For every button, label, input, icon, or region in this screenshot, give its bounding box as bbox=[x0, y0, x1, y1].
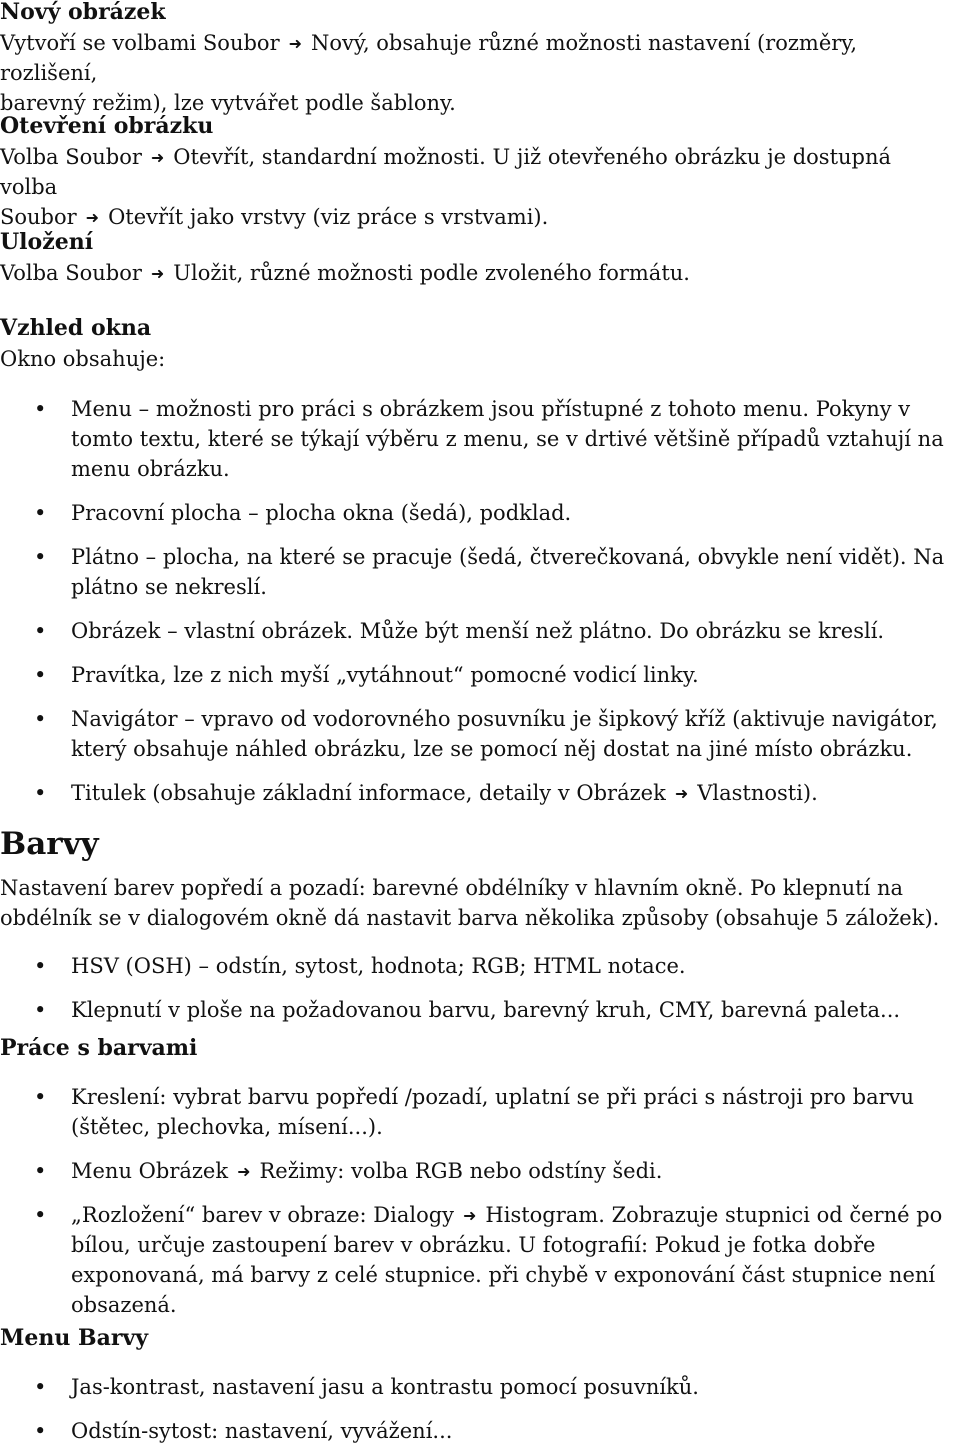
section-paragraph bbox=[0, 258, 950, 288]
section-barvy bbox=[0, 826, 950, 1039]
list-item-text: Klepnutí v ploše na požadovanou barvu, barevný kruh, CMY, barevná paleta... bbox=[71, 998, 901, 1023]
list-item bbox=[0, 995, 950, 1025]
text: Uložit, různé možnosti podle zvoleného formátu. bbox=[173, 260, 690, 285]
list-item bbox=[0, 704, 950, 764]
list-item-text: Kreslení: vybrat barvu popředí /pozadí, uplatní se při práci s nástroji pro barvu (štětec, plechovka, mísení...). bbox=[71, 1084, 915, 1139]
text: Otevřít, standardní možnosti. U již otevřeného obrázku je dostupná volba bbox=[0, 144, 892, 199]
list-item-text: Titulek (obsahuje základní informace, detaily v Obrázek bbox=[71, 780, 666, 805]
arrow-right-icon: ➜ bbox=[85, 207, 100, 227]
bullet-icon: • bbox=[34, 954, 47, 979]
vzhled-okna-list bbox=[0, 394, 950, 808]
list-item bbox=[0, 394, 950, 484]
list-item-text: Vlastnosti). bbox=[697, 780, 818, 805]
arrow-right-icon: ➜ bbox=[463, 1205, 477, 1225]
text: Volba Soubor bbox=[0, 260, 142, 285]
list-item bbox=[0, 1200, 950, 1320]
bullet-icon: • bbox=[34, 662, 47, 687]
arrow-right-icon: ➜ bbox=[237, 1161, 251, 1181]
list-item bbox=[0, 1156, 950, 1186]
list-item bbox=[0, 660, 950, 690]
section-novy-obrazek bbox=[0, 0, 950, 118]
list-item-text: Obrázek – vlastní obrázek. Může být menší než plátno. Do obrázku se kreslí. bbox=[71, 618, 885, 643]
text: barevný režim), lze vytvářet podle šablony. bbox=[0, 90, 456, 115]
bullet-icon: • bbox=[34, 396, 47, 421]
list-item-text: Navigátor – vpravo od vodorovného posuvníku je šipkový kříž (aktivuje navigátor, který obsahuje náhled obrázku, lze se pomocí něj dostat na jiné místo obrázku. bbox=[71, 706, 938, 761]
list-item bbox=[0, 498, 950, 528]
text: Nový, obsahuje různé možnosti nastavení (rozměry, rozlišení, bbox=[0, 30, 858, 85]
arrow-right-icon: ➜ bbox=[674, 783, 689, 803]
bullet-icon: • bbox=[34, 1418, 47, 1443]
list-item bbox=[0, 951, 950, 981]
bullet-icon: • bbox=[34, 780, 47, 805]
list-item-text: „Rozložení“ barev v obraze: Dialogy bbox=[71, 1202, 455, 1227]
barvy-list bbox=[0, 951, 950, 1025]
section-title: Uložení bbox=[0, 229, 94, 255]
section-otevreni-obrazku bbox=[0, 112, 950, 232]
list-item-text: Pravítka, lze z nich myší „vytáhnout“ pomocné vodicí linky. bbox=[71, 662, 699, 687]
list-item-text: Jas-kontrast, nastavení jasu a kontrastu pomocí posuvníků. bbox=[71, 1374, 699, 1399]
section-vzhled-okna bbox=[0, 314, 950, 822]
menu-barvy-list bbox=[0, 1372, 950, 1446]
prace-s-barvami-list bbox=[0, 1082, 950, 1320]
list-item-text: HSV (OSH) – odstín, sytost, hodnota; RGB; HTML notace. bbox=[71, 954, 686, 979]
arrow-right-icon: ➜ bbox=[288, 33, 302, 53]
list-item bbox=[0, 778, 950, 808]
list-item-text: Odstín-sytost: nastavení, vyvážení... bbox=[71, 1418, 453, 1443]
section-title: Menu Barvy bbox=[0, 1325, 149, 1351]
section-prace-s-barvami bbox=[0, 1034, 950, 1334]
text: Soubor bbox=[0, 204, 77, 229]
bullet-icon: • bbox=[34, 706, 47, 731]
section-paragraph bbox=[0, 28, 950, 118]
arrow-right-icon: ➜ bbox=[150, 263, 165, 283]
bullet-icon: • bbox=[34, 1084, 47, 1109]
list-item bbox=[0, 542, 950, 602]
bullet-icon: • bbox=[34, 998, 47, 1023]
list-item bbox=[0, 1372, 950, 1402]
arrow-right-icon: ➜ bbox=[150, 147, 165, 167]
bullet-icon: • bbox=[34, 1374, 47, 1399]
bullet-icon: • bbox=[34, 1202, 47, 1227]
list-item-text: Režimy: volba RGB nebo odstíny šedi. bbox=[259, 1158, 663, 1183]
section-intro: Okno obsahuje: bbox=[0, 346, 166, 371]
section-title: Práce s barvami bbox=[0, 1035, 198, 1061]
list-item-text: Plátno – plocha, na které se pracuje (šedá, čtverečkovaná, obvykle není vidět). Na plátno se nekreslí. bbox=[71, 544, 945, 599]
bullet-icon: • bbox=[34, 500, 47, 525]
section-title: Otevření obrázku bbox=[0, 113, 214, 139]
text: Volba Soubor bbox=[0, 144, 142, 169]
list-item bbox=[0, 616, 950, 646]
section-paragraph: Nastavení barev popředí a pozadí: barevné obdélníky v hlavním okně. Po klepnutí na obdélník se v dialogovém okně dá nastavit barva několika způsoby (obsahuje 5 záložek). bbox=[0, 876, 940, 931]
section-ulozeni bbox=[0, 228, 950, 288]
list-item-text: Pracovní plocha – plocha okna (šedá), podklad. bbox=[71, 500, 572, 525]
section-title: Vzhled okna bbox=[0, 315, 152, 341]
list-item bbox=[0, 1416, 950, 1446]
text: Otevřít jako vrstvy (viz práce s vrstvami). bbox=[108, 204, 549, 229]
list-item-text: Menu – možnosti pro práci s obrázkem jsou přístupné z tohoto menu. Pokyny v tomto textu, které se týkají výběru z menu, se v drtivé většině případů vztahují na menu obrázku. bbox=[71, 396, 944, 481]
list-item bbox=[0, 1082, 950, 1142]
section-heading: Barvy bbox=[0, 826, 99, 862]
text: Vytvoří se volbami Soubor bbox=[0, 30, 280, 55]
bullet-icon: • bbox=[34, 1158, 47, 1183]
section-title: Nový obrázek bbox=[0, 0, 166, 25]
list-item-text: Histogram. Zobrazuje stupnici od černé po bílou, určuje zastoupení barev v obrázku. U fotografií: Pokud je fotka dobře exponovaná, má barvy z celé stupnice. při chybě v exponování část stupnice není obsazená. bbox=[71, 1202, 943, 1317]
list-item-text: Menu Obrázek bbox=[71, 1158, 229, 1183]
bullet-icon: • bbox=[34, 544, 47, 569]
section-paragraph bbox=[0, 142, 950, 232]
section-menu-barvy bbox=[0, 1324, 950, 1446]
bullet-icon: • bbox=[34, 618, 47, 643]
